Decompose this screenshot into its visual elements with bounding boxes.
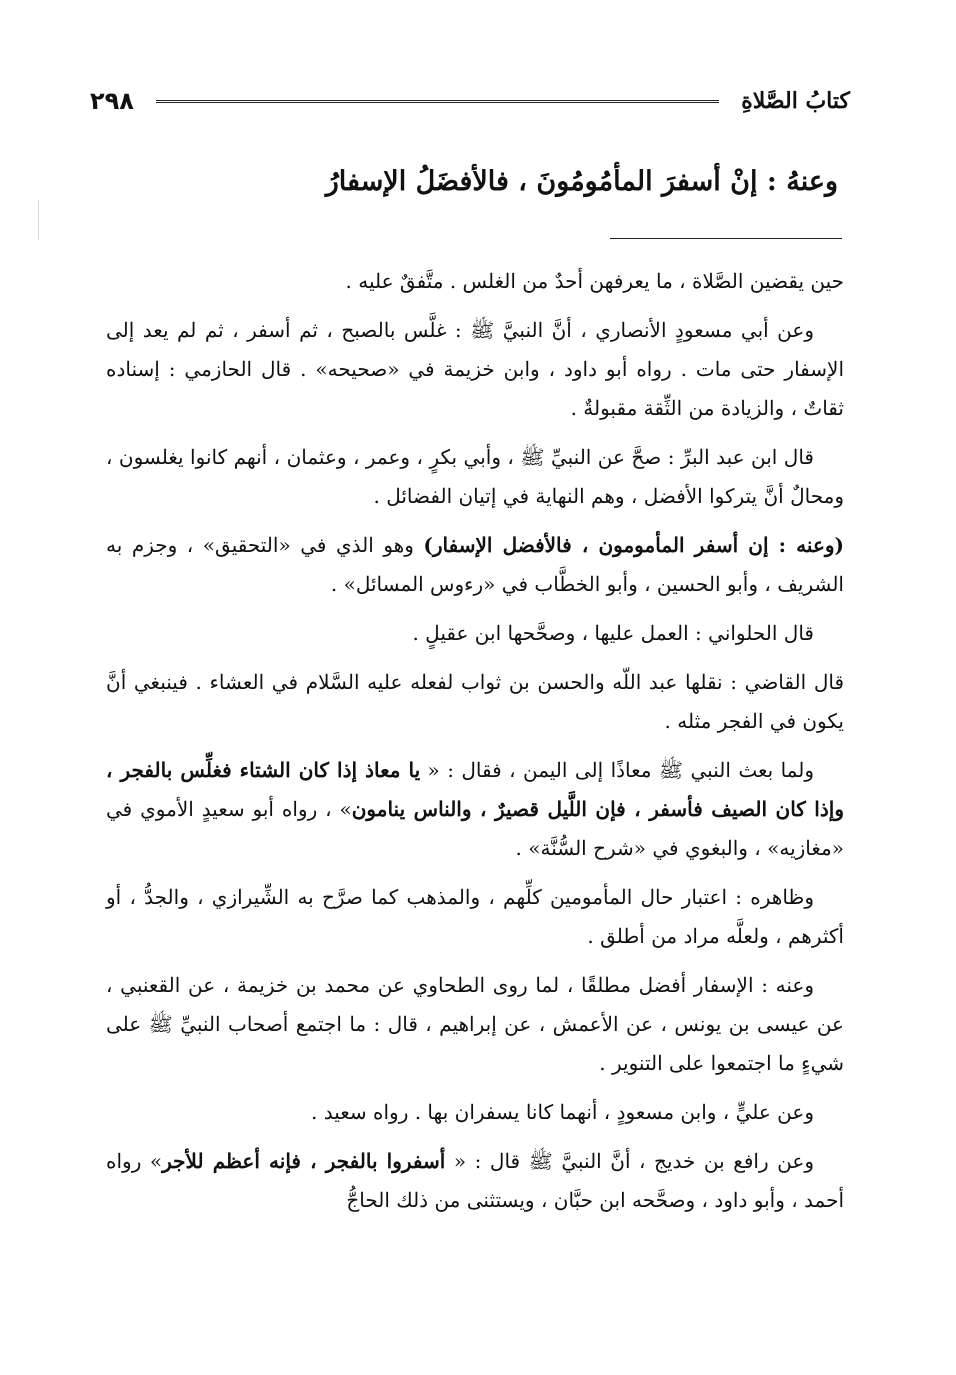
paragraph-11-tail: » رواه أحمد ، وأبو داود ، وصحَّحه ابن حبَّان ، ويستثنى من ذلك الحاجُّ [106, 1149, 844, 1212]
header-rule [156, 100, 719, 103]
commentary-text [106, 262, 844, 1230]
quoted-matn: (وعنه : إن أسفر المأمومون ، فالأفضل الإسفار) [423, 533, 844, 557]
hadith-quote-muadh: يا معاذ إذا كان الشتاء فغلِّس بالفجر ، وإذا كان الصيف فأسفر ، فإن اللَّيل قصيرٌ ، والناس ينامون [106, 758, 844, 821]
paragraph-9: وعنه : الإسفار أفضل مطلقًا ، لما روى الطحاوي عن محمد بن خزيمة ، عن القعنبي ، عن عيسى بن يونس ، عن الأعمش ، عن إبراهيم ، قال : ما اجتمع أصحاب النبيِّ ﷺ على شيءٍ ما اجتمعوا على التنوير . [106, 973, 844, 1075]
paragraph-11-lead: وعن رافع بن خديج ، أنَّ النبيَّ ﷺ قال : « [445, 1149, 814, 1173]
scan-margin-mark [38, 200, 39, 240]
paragraph-3: قال ابن عبد البرِّ : صحَّ عن النبيِّ ﷺ ، وأبي بكرٍ ، وعمر ، وعثمان ، أنهم كانوا يغلسون ، ومحالٌ أنَّ يتركوا الأفضل ، وهم النهاية في إتيان الفضائل . [106, 445, 844, 508]
paragraph-4 [106, 526, 844, 604]
paragraph-7-tail: » ، رواه أبو سعيدٍ الأموي في «مغازيه» ، والبغوي في «شرح السُّنَّة» . [106, 797, 844, 860]
running-header [90, 84, 850, 118]
paragraph-1: حين يقضين الصَّلاة ، ما يعرفهن أحدٌ من الغلس . متَّفقٌ عليه . [345, 269, 844, 293]
paragraph-7 [106, 751, 844, 868]
paragraph-11 [106, 1142, 844, 1220]
page-number: ٢٩٨ [90, 87, 134, 115]
paragraph-6: قال القاضي : نقلها عبد اللّه والحسن بن ثواب لفعله عليه السَّلام في العشاء . فينبغي أنَّ يكون في الفجر مثله . [106, 670, 844, 733]
matn-heading: وعنهُ : إنْ أسفرَ المأمُومُونَ ، فالأفضَلُ الإسفارُ [325, 166, 838, 197]
paragraph-10: وعن عليٍّ ، وابن مسعودٍ ، أنهما كانا يسفران بها . رواه سعيد . [310, 1100, 814, 1124]
hadith-quote-rafi: أسفروا بالفجر ، فإنه أعظم للأجر [162, 1149, 446, 1173]
paragraph-5: قال الحلواني : العمل عليها ، وصحَّحها ابن عقيلٍ . [412, 621, 814, 645]
paragraph-8: وظاهره : اعتبار حال المأمومين كلِّهم ، والمذهب كما صرَّح به الشِّيرازي ، والجدُّ ، أو أكثرهم ، ولعلَّه مراد من أطلق . [106, 885, 844, 948]
paragraph-4-text: وهو الذي في «التحقيق» ، وجزم به الشريف ، وأبو الحسين ، وأبو الخطَّاب في «رءوس المسائل» . [106, 533, 844, 596]
matn-separator-rule [610, 238, 842, 239]
paragraph-7-lead: ولما بعث النبي ﷺ معاذًا إلى اليمن ، فقال : « [420, 758, 814, 782]
paragraph-2: وعن أبي مسعودٍ الأنصاري ، أنَّ النبيَّ ﷺ : غلَّس بالصبح ، ثم أسفر ، ثم لم يعد إلى الإسفار حتى مات . رواه أبو داود ، وابن خزيمة في «صحيحه» . قال الحازمي : إسناده ثقاتٌ ، والزيادة من الثِّقة مقبولةٌ . [106, 318, 844, 420]
book-title: كتابُ الصَّلاةِ [741, 88, 850, 114]
